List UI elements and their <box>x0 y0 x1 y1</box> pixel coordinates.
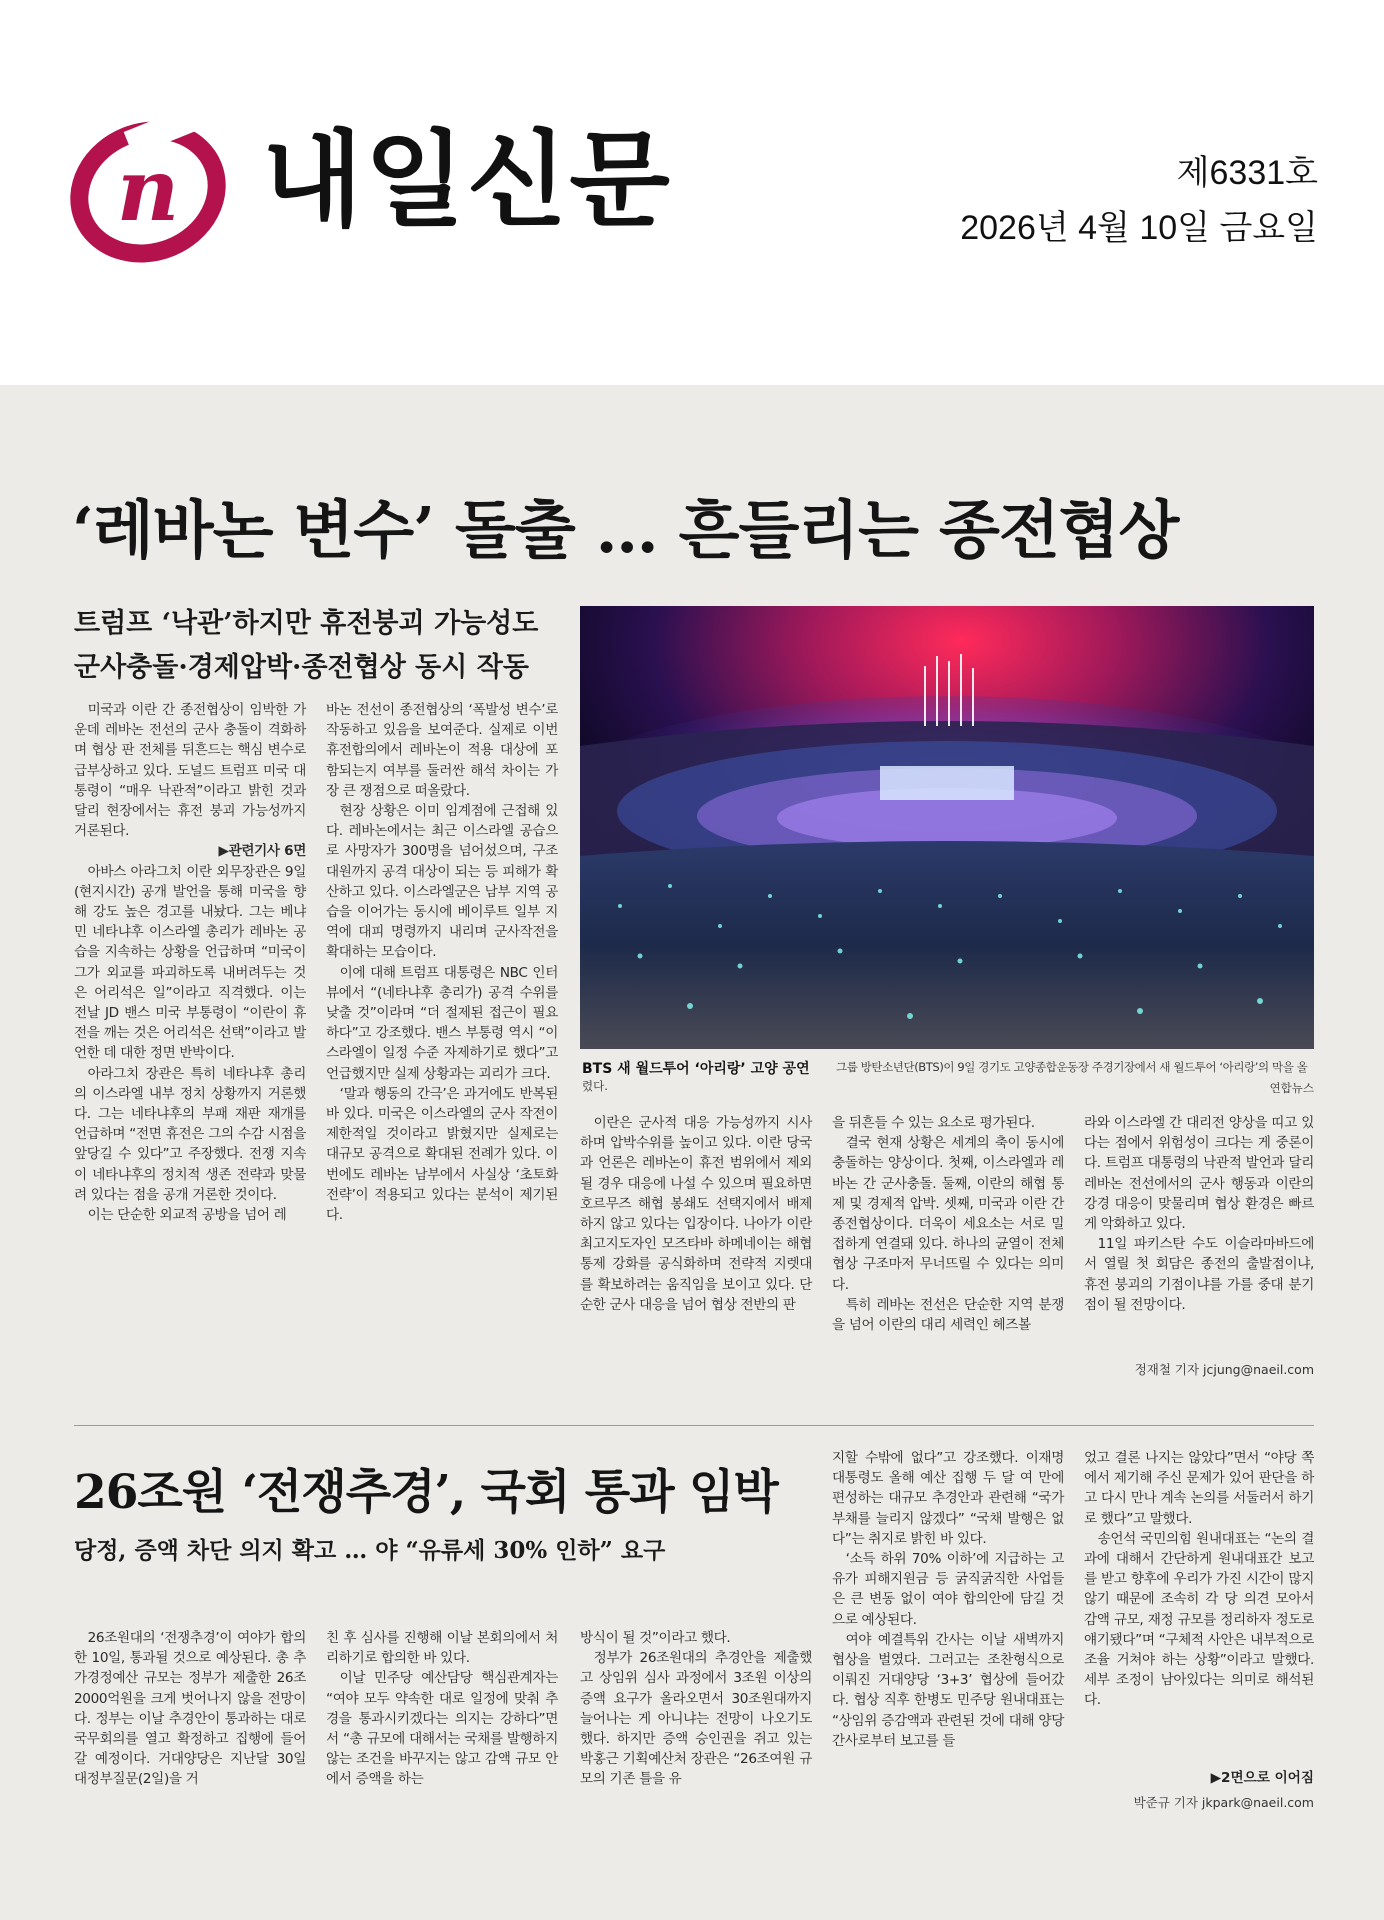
naeil-logo-icon <box>66 112 231 272</box>
story1-column-4 <box>832 1113 1064 1335</box>
section-divider <box>74 1425 1314 1426</box>
paragraph: 특히 레바논 전선은 단순한 지역 분쟁을 넘어 이란의 대리 세력인 헤즈볼 <box>832 1296 1064 1334</box>
issue-number: 제6331호 <box>1176 154 1318 192</box>
paragraph: 미국과 이란 간 종전협상이 임박한 가운데 레바논 전선의 군사 충돌이 격화하며 협상 판 전체를 뒤흔드는 핵심 변수로 급부상하고 있다. 도널드 트럼프 미국 대통령이 “매우 낙관적”이라고 밝힌 것과 달리 현장에서는 휴전 붕괴 가능성까지 거론된다. <box>74 702 306 840</box>
story1-column-3 <box>580 1113 812 1315</box>
paragraph: 현장 상황은 이미 임계점에 근접해 있다. 레바논에서는 최근 이스라엘 공습으로 사망자가 300명을 넘어섰으며, 구조대원까지 공격 대상이 되는 등 피해가 확산하고 있다. 이스라엘군은 남부 지역 공습을 이어가는 동시에 베이루트 일부 지역에 대피 명령까지 내리며 군사작전을 확대하는 모습이다. <box>326 803 558 961</box>
masthead <box>0 0 1384 385</box>
related-article-note: ▶관련기사 6면 <box>218 843 306 860</box>
story1-byline: 정재철 기자 jcjung@naeil.com <box>1134 1362 1314 1377</box>
paragraph: 아라그치 장관은 특히 네타냐후 총리의 이스라엘 내부 정치 상황까지 거론했다. 그는 네타냐후의 부패 재판 재개를 언급하며 “전면 휴전은 그의 수감 시점을 앞당길 수 있다”고 주장했다. 전쟁 지속이 네타냐후의 정치적 생존 전략과 맞물려 있다는 점을 공개 거론한 것이다. <box>74 1065 306 1203</box>
paragraph: 결국 현재 상황은 세계의 축이 동시에 충돌하는 양상이다. 첫째, 이스라엘과 레바논 간 군사충돌. 둘째, 이란의 해협 통제 및 경제적 압박. 셋째, 미국과 이란 간 종전협상이다. 더욱이 세요소는 서로 밀접하게 연결돼 있다. 하나의 균열이 전체 협상 구조마저 무너뜨릴 수 있다는 의미다. <box>832 1135 1064 1293</box>
paragraph: 정부가 26조원대의 추경안을 제출했고 상임위 심사 과정에서 3조원 이상의 증액 요구가 올라오면서 30조원대까지 늘어나는 게 아니냐는 전망이 나오기도 했다. 하지만 증액 승인권을 쥐고 있는 박홍근 기획예산처 장관은 “26조여원 규모의 기존 틀을 유 <box>580 1650 812 1788</box>
story2-column-2 <box>326 1628 558 1790</box>
paragraph: 11일 파키스탄 수도 이슬라마바드에서 열릴 첫 회담은 종전의 출발점이냐, 휴전 붕괴의 기점이냐를 가를 중대 분기점이 될 전망이다. <box>1084 1236 1314 1313</box>
story2-column-5 <box>1084 1448 1314 1711</box>
paragraph: 26조원대의 ‘전쟁추경’이 여야가 합의한 10일, 통과될 것으로 예상된다. 총 추가경정예산 규모는 정부가 제출한 26조 2000억원을 크게 벗어나지 않을 전망이다. 정부는 이날 추경안이 통과하는 대로 국무회의를 열고 확정하고 집행에 들어갈 예정이다. 거대양당은 지난달 30일 대정부질문(2일)을 거 <box>74 1630 306 1788</box>
stadium-image <box>580 606 1314 1049</box>
story1-column-2 <box>326 700 558 1225</box>
subhead-line: 군사충돌·경제압박·종전협상 동시 작동 <box>74 652 529 683</box>
story2-column-3 <box>580 1628 812 1790</box>
paragraph: 을 뒤흔들 수 있는 요소로 평가된다. <box>832 1115 1035 1131</box>
paragraph: 지할 수밖에 없다”고 강조했다. 이재명 대통령도 올해 예산 집행 두 달 여 만에 편성하는 대규모 추경안과 관련해 “국가부채를 늘리지 않겠다” “국채 발행은 없다”는 취지로 밝힌 바 있다. <box>832 1450 1064 1547</box>
subhead-line: 트럼프 ‘낙관’하지만 휴전붕괴 가능성도 <box>74 608 539 639</box>
photo-credit: 연합뉴스 <box>1269 1081 1314 1095</box>
story1-column-5 <box>1084 1113 1314 1315</box>
paragraph: 친 후 심사를 진행해 이날 본회의에서 처리하기로 합의한 바 있다. <box>326 1630 558 1667</box>
second-subhead: 당정, 증액 차단 의지 확고 … 야 “유류세 30% 인하” 요구 <box>74 1537 666 1564</box>
story2-byline: 박준규 기자 jkpark@naeil.com <box>1133 1795 1314 1810</box>
continued-note: ▶2면으로 이어짐 <box>1210 1770 1314 1786</box>
issue-date: 2026년 4월 10일 금요일 <box>960 209 1318 247</box>
story1-column-1 <box>74 700 306 1225</box>
second-headline: 26조원 ‘전쟁추경’, 국회 통과 임박 <box>74 1465 778 1520</box>
logo-letter: n <box>116 140 180 241</box>
photo-caption-title: BTS 새 월드투어 ‘아리랑’ 고양 공연 <box>582 1061 810 1077</box>
paragraph: 바논 전선이 종전협상의 ‘폭발성 변수’로 작동하고 있음을 보여준다. 실제로 이번 휴전합의에서 레바논이 적용 대상에 포함되는지 여부를 둘러싼 해석 차이는 가장 큰 쟁점으로 떠올랐다. <box>326 702 558 799</box>
concert-photo <box>580 606 1314 1049</box>
photo-caption-continued: 렸다. <box>582 1079 608 1093</box>
main-subheads <box>74 602 538 690</box>
main-headline: ‘레바논 변수’ 돌출 … 흔들리는 종전협상 <box>72 493 1179 567</box>
paragraph: 방식이 될 것”이라고 했다. <box>580 1630 731 1646</box>
paragraph: 아바스 아라그치 이란 외무장관은 9일(현지시간) 공개 발언을 통해 미국을 향해 강도 높은 경고를 내놨다. 그는 베냐민 네타냐후 이스라엘 총리가 레바논 공습을 지속하는 상황을 언급하며 “미국이 그가 외교를 파괴하도록 내버려두는 것은 어리석은 일”이라고 직격했다. 이는 전날 JD 밴스 미국 부통령이 “이란이 휴전을 깨는 것은 어리석은 선택”이라고 발언한 데 대한 정면 반박이다. <box>74 863 306 1062</box>
paragraph: ‘소득 하위 70% 이하’에 지급하는 고유가 피해지원금 등 굵직굵직한 사업들은 큰 변동 없이 여야 합의안에 담길 것으로 예상된다. <box>832 1551 1064 1628</box>
photo-caption: 그룹 방탄소년단(BTS)이 9일 경기도 고양종합운동장 주경기장에서 새 월드투어 ‘아리랑’의 막을 올 <box>836 1060 1308 1074</box>
paragraph: 었고 결론 나지는 않았다”면서 “야당 쪽에서 제기해 주신 문제가 있어 판단을 하고 다시 만나 계속 논의를 서둘러서 하기로 했다”고 말했다. <box>1084 1450 1314 1527</box>
paragraph: 이는 단순한 외교적 공방을 넘어 레 <box>87 1207 287 1224</box>
paragraph: 송언석 국민의힘 원내대표는 “논의 결과에 대해서 간단하게 원내대표간 보고를 받고 향후에 우리가 가진 시간이 많지 않기 때문에 조속히 각 당 의견 모아서 감액 규모, 재정 규모를 정리하자 정도로 얘기됐다”며 “구체적 사안은 내부적으로 조율 거쳐야 하는 상황”이라고 말했다. 세부 조정이 남아있다는 의미로 해석된다. <box>1084 1530 1314 1709</box>
story2-column-1 <box>74 1628 306 1790</box>
paragraph: ‘말과 행동의 간극’은 과거에도 반복된 바 있다. 미국은 이스라엘의 군사 작전이 제한적일 것이라고 밝혔지만 실제로는 대규모 공격으로 확대된 전례가 있다. 이번에도 레바논 남부에서 사실상 ‘초토화 전략’이 적용되고 있다는 분석이 제기된다. <box>326 1085 558 1224</box>
paragraph: 이날 민주당 예산담당 핵심관계자는 “여야 모두 약속한 대로 일정에 맞춰 추경을 통과시키겠다는 의지는 강하다”면서 “총 규모에 대해서는 국채를 발행하지 않는 조건을 바꾸지는 않고 감액 규모 안에서 증액을 하는 <box>326 1670 558 1788</box>
paragraph: 이란은 군사적 대응 가능성까지 시사하며 압박수위를 높이고 있다. 이란 당국과 언론은 레바논이 휴전 범위에서 제외될 경우 대응에 나설 수 있으며 필요하면 호르무즈 해협 봉쇄도 선택지에서 배제하지 않고 있다는 입장이다. 나아가 이란 최고지도자인 모즈타바 하메네이는 해협 통제 강화를 공식화하며 전략적 지렛대를 확보하려는 움직임을 보이고 있다. 단순한 군사 대응을 넘어 협상 전반의 판 <box>580 1115 812 1313</box>
paragraph: 이에 대해 트럼프 대통령은 NBC 인터뷰에서 “(네타냐후 총리가) 공격 수위를 낮출 것”이라며 “더 절제된 접근이 필요하다”고 강조했다. 밴스 부통령 역시 “이스라엘이 일정 수준 자제하기로 했다”고 언급했지만 실제 상황과는 괴리가 크다. <box>326 964 558 1082</box>
story2-column-4 <box>832 1448 1064 1751</box>
paragraph: 여야 예결특위 간사는 이날 새벽까지 협상을 벌였다. 그러고는 조찬형식으로 이뤄진 거대양당 ‘3+3’ 협상에 들어갔다. 협상 직후 한병도 민주당 원내대표는 “상임위 증감액과 관련된 것에 대해 양당 간사로부터 보고를 들 <box>832 1631 1064 1749</box>
paragraph: 라와 이스라엘 간 대리전 양상을 띠고 있다는 점에서 위험성이 크다는 게 중론이다. 트럼프 대통령의 낙관적 발언과 달리 레바논 전선에서의 군사 행동과 이란의 강경 대응이 맞물리며 협상 환경은 빠르게 악화하고 있다. <box>1084 1115 1314 1233</box>
newspaper-name: 내일신문 <box>262 119 672 241</box>
